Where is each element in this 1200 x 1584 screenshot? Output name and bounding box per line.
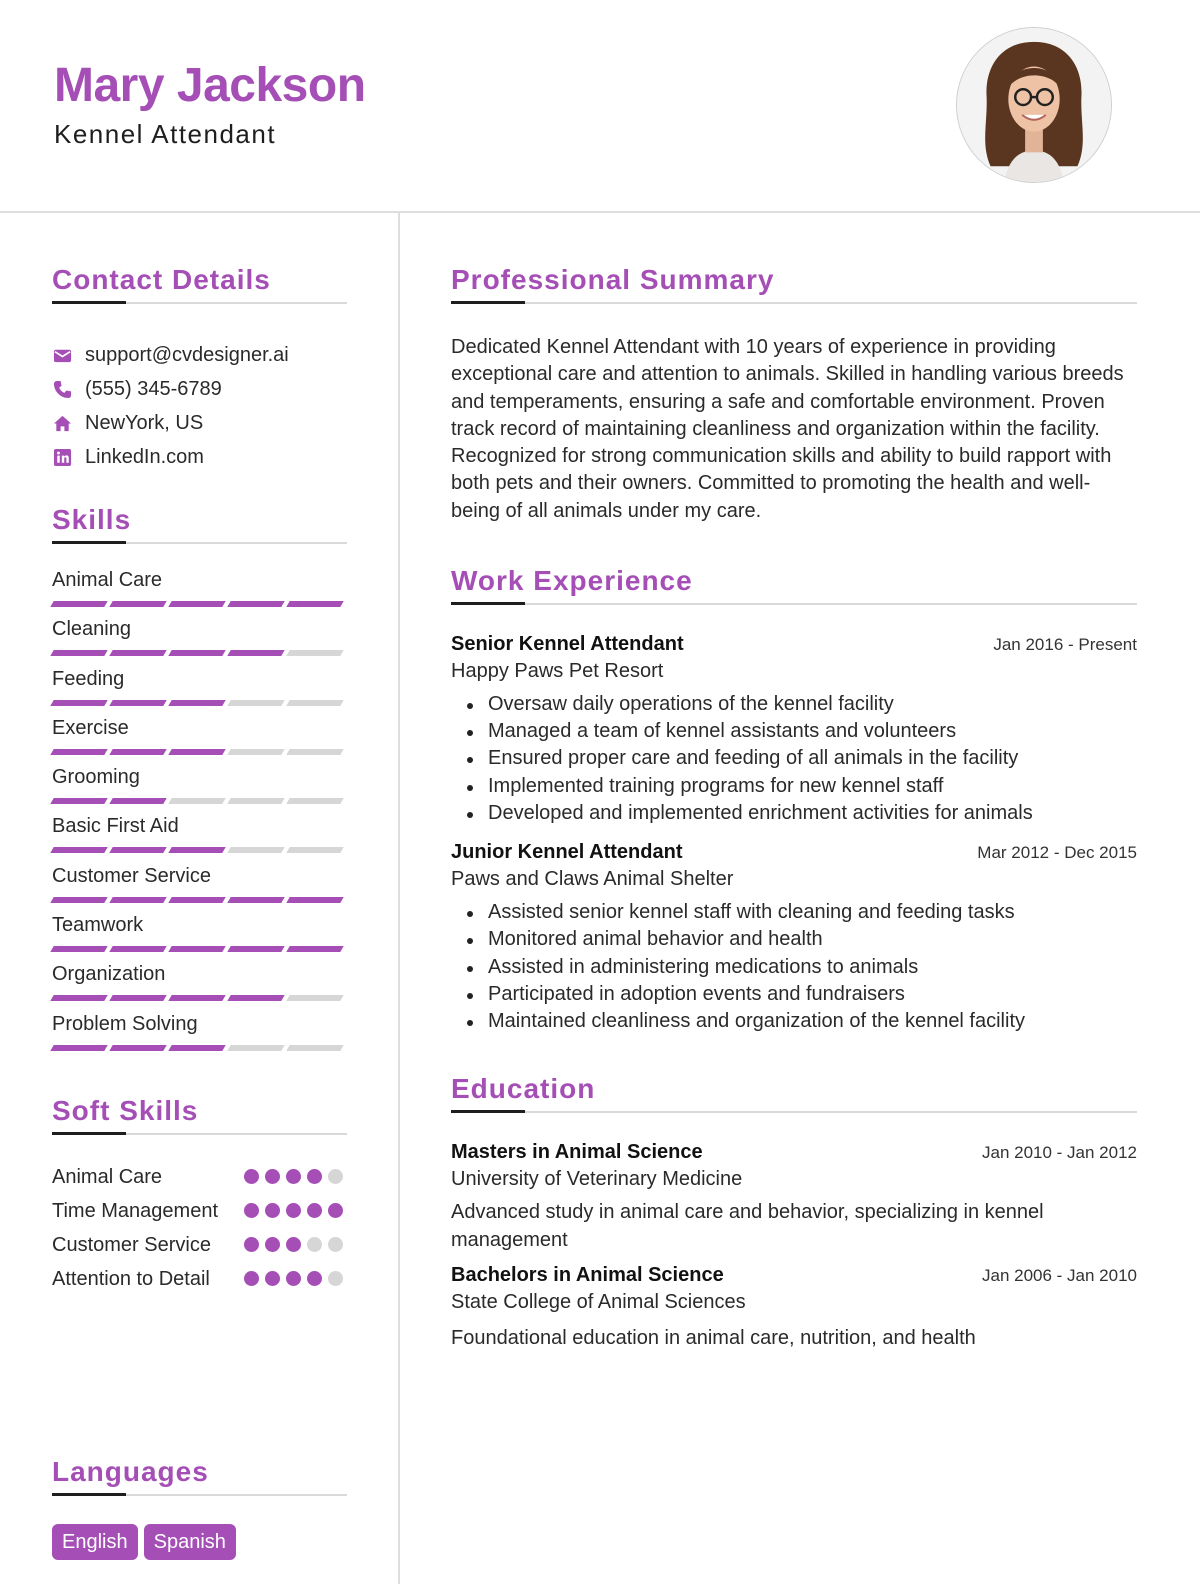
education-degree: Bachelors in Animal Science [451,1264,724,1287]
job-bullet: Managed a team of kennel assistants and volunteers [488,718,1137,745]
education-title: Education [451,1073,596,1105]
education-entry [451,1141,1137,1254]
skill-bar-filled [109,1045,166,1051]
skill-bar-filled [50,601,107,607]
rating-dot-filled [286,1203,301,1218]
education-degree: Masters in Animal Science [451,1141,703,1164]
soft-skill-name: Animal Care [52,1165,163,1188]
job-bullet: Ensured proper care and feeding of all animals in the facility [488,745,1137,772]
skill-bar-filled [109,700,166,706]
skill-level-bars [52,798,347,804]
skill-bar-filled [50,700,107,706]
skill-bar-filled [227,995,284,1001]
soft-skills-list [52,1163,347,1293]
rating-dot-filled [265,1237,280,1252]
skill-name: Cleaning [52,618,131,641]
job-bullet: Implemented training programs for new kennel staff [488,773,1137,800]
job-entry [451,841,1137,1035]
skill-item [52,962,347,1011]
education-school: State College of Animal Sciences [451,1291,746,1314]
education-date: Jan 2010 - Jan 2012 [981,1143,1137,1163]
skill-bar-filled [109,995,166,1001]
skill-bar-empty [227,749,284,755]
skill-bar-filled [227,601,284,607]
skill-bar-empty [227,1045,284,1051]
skill-bar-filled [109,847,166,853]
skill-bar-empty [286,995,343,1001]
resume-header [0,0,1200,213]
languages-title: Languages [52,1456,209,1487]
rating-dot-filled [286,1237,301,1252]
skill-bar-filled [50,749,107,755]
education-school: University of Veterinary Medicine [451,1168,743,1191]
experience-section [451,563,1137,1035]
skill-item [52,716,347,765]
skill-level-bars [52,995,347,1001]
soft-skill-rating [244,1271,343,1286]
skill-bar-filled [168,601,225,607]
rating-dot-filled [265,1271,280,1286]
skill-name: Customer Service [52,864,211,887]
skill-bar-filled [50,798,107,804]
linkedin-icon [52,447,72,467]
skill-bar-empty [286,650,343,656]
skill-bar-filled [50,897,107,903]
soft-skill-name: Attention to Detail [52,1267,210,1290]
contact-linkedin-text: LinkedIn.com [85,445,204,468]
job-bullets [451,691,1137,827]
language-badge: English [52,1524,138,1560]
profile-photo-illustration [957,28,1111,182]
job-bullet: Assisted senior kennel staff with cleaning and feeding tasks [488,899,1137,926]
skills-title: Skills [52,504,132,535]
skill-bar-filled [286,897,343,903]
job-bullet: Oversaw daily operations of the kennel facility [488,691,1137,718]
skill-bar-filled [50,995,107,1001]
soft-skill-rating [244,1203,343,1218]
languages-list [52,1524,347,1560]
contact-linkedin[interactable] [52,440,347,474]
rating-dot-filled [244,1169,259,1184]
skill-item [52,667,347,716]
phone-icon [52,379,72,399]
skill-level-bars [52,946,347,952]
section-rule [451,302,1137,304]
skill-item [52,617,347,666]
skill-bar-filled [50,847,107,853]
soft-skill-name: Customer Service [52,1233,211,1256]
education-section [451,1071,1137,1352]
skill-bar-filled [109,601,166,607]
education-date: Jan 2006 - Jan 2010 [981,1266,1137,1286]
summary-text: Dedicated Kennel Attendant with 10 years of experience in providing exceptional care and attention to animals. Skilled in handling various breeds and temperaments, ensuring a safe and comfortable environment. Proven track record of maintaining cleanliness and organization within the facility. Recognized for strong communication skills and ability to build rapport with both pets and their owners. Committed to promoting the health and well-being of all animals under my care. [451,336,1124,522]
rating-dot-empty [328,1271,343,1286]
section-rule [52,542,347,544]
skill-bar-filled [168,897,225,903]
skill-bar-empty [168,798,225,804]
skill-item [52,913,347,962]
rating-dot-filled [307,1169,322,1184]
summary-title: Professional Summary [451,264,775,295]
skill-bar-empty [227,847,284,853]
skill-name: Organization [52,963,166,986]
skills-section [52,502,347,1061]
rating-dot-filled [286,1271,301,1286]
soft-skill-name: Time Management [52,1199,218,1222]
section-rule [451,1111,1137,1113]
job-bullet: Participated in adoption events and fundraisers [488,981,1137,1008]
skill-level-bars [52,700,347,706]
column-divider [398,211,400,1584]
skill-bar-empty [286,749,343,755]
skill-bar-filled [227,946,284,952]
education-description: Advanced study in animal care and behavior, specializing in kennel management [451,1201,1044,1252]
skill-name: Basic First Aid [52,815,179,838]
skill-bar-filled [50,946,107,952]
soft-skill-item [52,1197,347,1225]
skill-bar-filled [109,749,166,755]
skill-name: Problem Solving [52,1012,198,1035]
section-rule [451,603,1137,605]
rating-dot-filled [307,1203,322,1218]
profile-photo [956,27,1112,183]
skill-level-bars [52,897,347,903]
languages-section [52,1454,347,1560]
skill-bar-filled [168,749,225,755]
candidate-job-title: Kennel Attendant [54,119,277,149]
skill-item [52,568,347,617]
section-rule [52,302,347,304]
section-rule [52,1133,347,1135]
contact-title: Contact Details [52,264,271,295]
job-entry [451,633,1137,827]
sidebar [52,262,347,1553]
skill-name: Teamwork [52,914,144,937]
skill-level-bars [52,650,347,656]
skill-bar-filled [109,946,166,952]
skill-bar-filled [168,650,225,656]
home-icon [52,413,72,433]
skill-bar-filled [168,1045,225,1051]
skill-level-bars [52,601,347,607]
job-bullets [451,899,1137,1035]
skill-bar-empty [227,798,284,804]
skill-name: Grooming [52,766,140,789]
soft-skill-item [52,1163,347,1191]
rating-dot-filled [244,1203,259,1218]
skill-bar-filled [50,1045,107,1051]
job-company: Happy Paws Pet Resort [451,660,664,683]
contact-location-text: NewYork, US [85,411,204,434]
rating-dot-filled [328,1203,343,1218]
envelope-icon [52,345,72,365]
language-badge: Spanish [144,1524,236,1560]
contact-email[interactable] [52,338,347,372]
skill-item [52,814,347,863]
skill-bar-filled [168,995,225,1001]
rating-dot-empty [307,1237,322,1252]
rating-dot-filled [286,1169,301,1184]
skill-item [52,864,347,913]
header-divider [0,211,1200,213]
skill-bar-empty [227,700,284,706]
skill-bar-filled [109,897,166,903]
soft-skill-item [52,1265,347,1293]
contact-email-text: support@cvdesigner.ai [85,343,289,366]
skill-bar-empty [286,700,343,706]
job-title: Senior Kennel Attendant [451,633,684,656]
skill-bar-filled [50,650,107,656]
job-company: Paws and Claws Animal Shelter [451,868,734,891]
rating-dot-filled [265,1169,280,1184]
education-description: Foundational education in animal care, nutrition, and health [451,1327,976,1350]
rating-dot-empty [328,1169,343,1184]
rating-dot-empty [328,1237,343,1252]
candidate-name: Mary Jackson [54,59,366,112]
education-entry [451,1264,1137,1352]
rating-dot-filled [244,1271,259,1286]
contact-phone[interactable] [52,372,347,406]
rating-dot-filled [244,1237,259,1252]
contact-section [52,262,347,474]
skill-bar-empty [286,798,343,804]
section-rule [52,1494,347,1496]
contact-list [52,338,347,474]
soft-skill-rating [244,1169,343,1184]
main-content [451,262,1137,1352]
job-date: Mar 2012 - Dec 2015 [977,843,1137,863]
skill-bar-filled [286,601,343,607]
skill-bar-empty [286,1045,343,1051]
experience-title: Work Experience [451,565,693,597]
skill-item [52,1012,347,1061]
job-title: Junior Kennel Attendant [451,841,683,864]
contact-location [52,406,347,440]
skill-bar-filled [168,946,225,952]
soft-skill-item [52,1231,347,1259]
skill-bar-filled [168,847,225,853]
skill-level-bars [52,1045,347,1051]
job-bullet: Monitored animal behavior and health [488,926,1137,953]
rating-dot-filled [265,1203,280,1218]
skill-bar-empty [286,847,343,853]
job-bullet: Developed and implemented enrichment activities for animals [488,800,1137,827]
skill-item [52,765,347,814]
soft-skills-section [52,1093,347,1293]
skill-bar-filled [109,650,166,656]
skill-bar-filled [227,897,284,903]
skill-bar-filled [168,700,225,706]
skill-level-bars [52,847,347,853]
rating-dot-filled [307,1271,322,1286]
skill-bar-filled [109,798,166,804]
skill-name: Exercise [52,716,129,739]
soft-skills-title: Soft Skills [52,1094,199,1126]
soft-skill-rating [244,1237,343,1252]
skill-name: Feeding [52,667,125,690]
skill-level-bars [52,749,347,755]
skills-list [52,568,347,1061]
summary-section [451,262,1137,525]
job-date: Jan 2016 - Present [993,635,1137,655]
skill-bar-filled [286,946,343,952]
job-bullet: Assisted in administering medications to animals [488,954,1137,981]
skill-name: Animal Care [52,569,163,591]
contact-phone-text: (555) 345-6789 [85,377,222,400]
skill-bar-filled [227,650,284,656]
job-bullet: Maintained cleanliness and organization of the kennel facility [488,1008,1137,1035]
